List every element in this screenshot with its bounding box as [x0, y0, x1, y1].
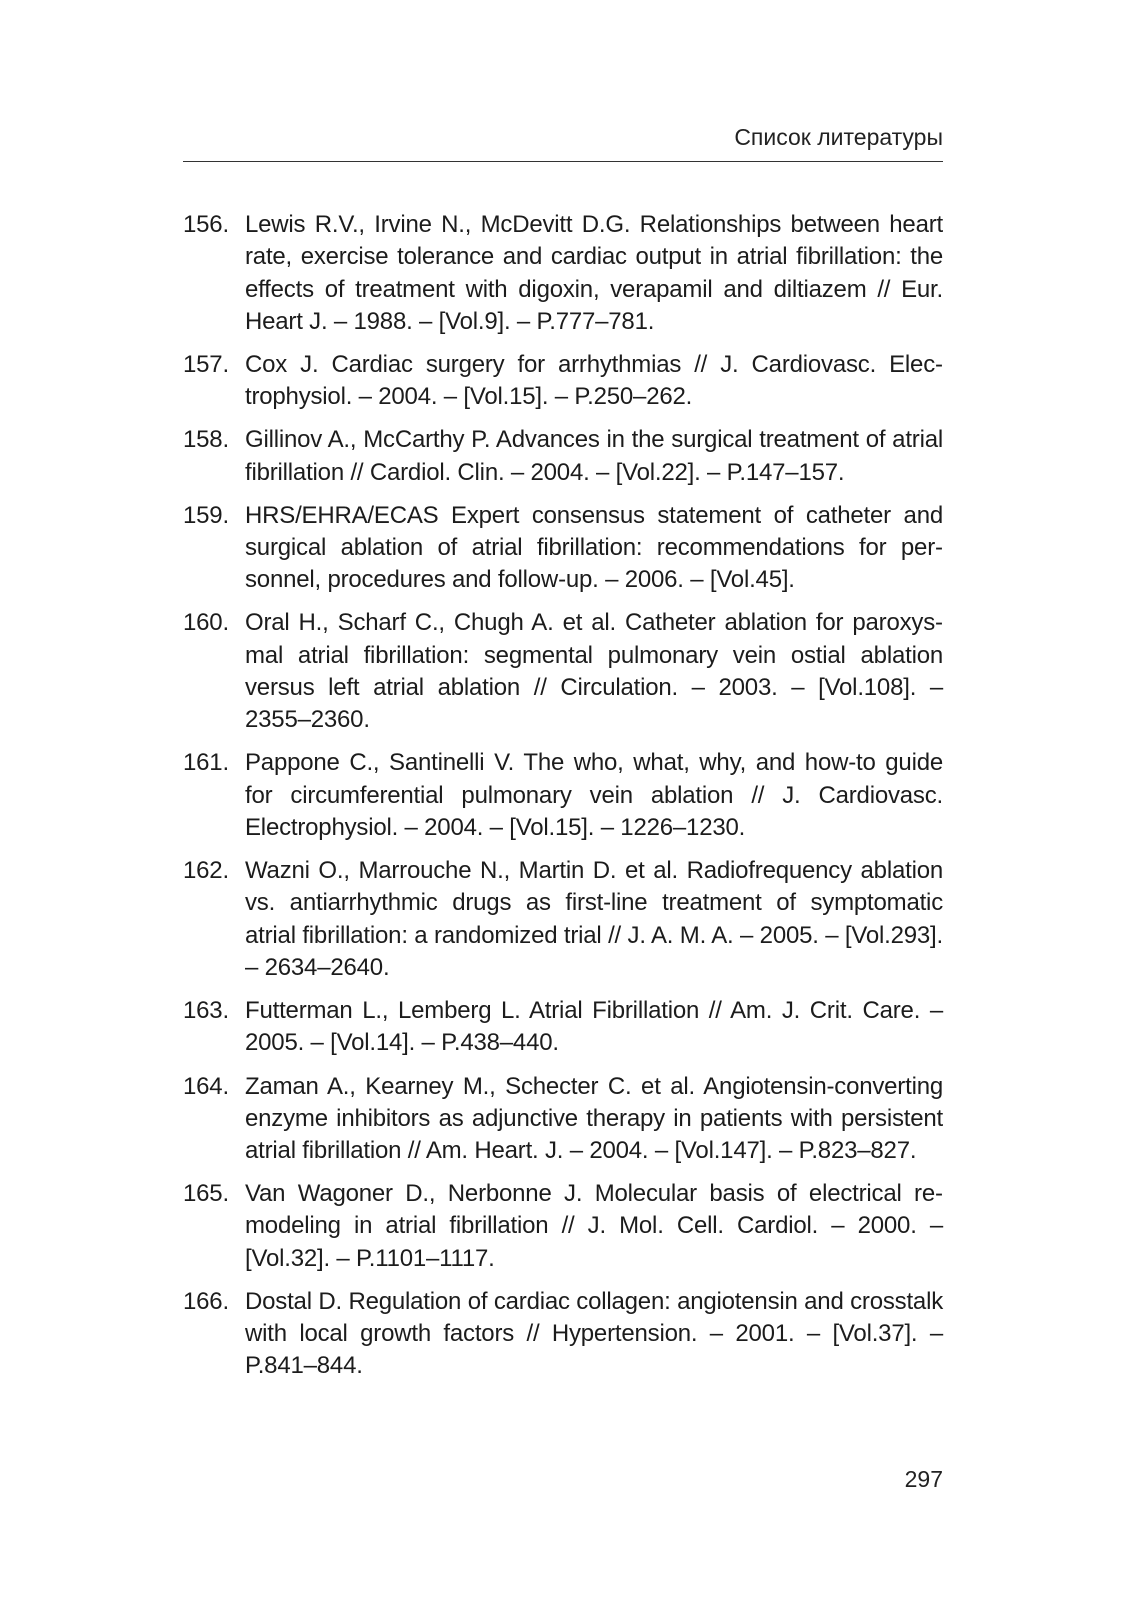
reference-number: 162.: [183, 857, 229, 885]
reference-number: 156.: [183, 211, 229, 238]
reference-text: Wazni O., Marrouche N., Martin D. et al. Radiofrequency ablation vs. antiarrhythmic drugs as first-line treatment of symptomatic atrial fibrillation: a randomized trial // J. A. M. A. – 2005. – [Vol.293]. – 2634–2640.: [245, 857, 943, 982]
reference-text: Lewis R.V., Irvine N., McDevitt D.G. Relationships between heart rate, exercise tolerance and cardiac output in atrial fibrillation: the effects of treatment with digoxin, verapamil and diltiazem // Eur. Heart J. – 1988. – [Vol.9]. – P.777–781.: [245, 211, 943, 335]
reference-number: 164.: [183, 1072, 229, 1100]
reference-item: [183, 607, 943, 736]
reference-item: [183, 500, 943, 597]
page-number: 297: [904, 1466, 943, 1492]
reference-text: Cox J. Cardiac surgery for arrhythmias // J. Cardiovasc. Electrophysiol. – 2004. – [Vol.15]. – P.250–262.: [245, 350, 943, 411]
reference-list: [183, 209, 943, 1394]
reference-item: [183, 1286, 943, 1383]
reference-text: Oral H., Scharf C., Chugh A. et al. Catheter ablation for paroxysmal atrial fibrillation: segmental pulmonary vein ostial ablation versus left atrial ablation // Circulation. – 2003. – [Vol.108]. – 2355–2360.: [245, 609, 943, 734]
reference-number: 161.: [183, 749, 229, 777]
reference-text: HRS/EHRA/ECAS Expert consensus statement of catheter and surgical ablation of atrial fibrillation: recommendations for personnel, procedures and follow-up. – 2006. – [Vol.45].: [245, 501, 943, 594]
reference-item: [183, 855, 943, 984]
reference-number: 166.: [183, 1287, 229, 1315]
reference-text: Pappone C., Santinelli V. The who, what, why, and how-to guide for circumferential pulmonary vein ablation // J. Cardiovasc. Electrophysiol. – 2004. – [Vol.15]. – 1226–1230.: [245, 749, 943, 842]
reference-number: 157.: [183, 350, 229, 378]
reference-item: [183, 1071, 943, 1168]
reference-item: [183, 747, 943, 844]
reference-item: [183, 424, 943, 489]
reference-number: 159.: [183, 501, 229, 529]
reference-text: Zaman A., Kearney M., Schecter C. et al. Angiotensin-converting enzyme inhibitors as adjunctive therapy in patients with persistent atrial fibrillation // Am. Heart. J. – 2004. – [Vol.147]. – P.823–827.: [245, 1072, 943, 1165]
reference-item: [183, 995, 943, 1060]
reference-text: Gillinov A., McCarthy P. Advances in the surgical treatment of atrial fibrillation // Cardiol. Clin. – 2004. – [Vol.22]. – P.147–157.: [245, 426, 943, 486]
running-head-title: Список литературы: [734, 124, 943, 150]
reference-text: Dostal D. Regulation of cardiac collagen: angiotensin and crosstalk with local growth factors // Hypertension. – 2001. – [Vol.37]. – P.841–844.: [245, 1287, 943, 1380]
reference-item: [183, 349, 943, 414]
reference-number: 160.: [183, 609, 229, 637]
reference-item: [183, 209, 943, 338]
reference-item: [183, 1178, 943, 1275]
reference-number: 165.: [183, 1180, 229, 1208]
reference-text: Van Wagoner D., Nerbonne J. Molecular basis of electrical remodeling in atrial fibrillation // J. Mol. Cell. Cardiol. – 2000. – [Vol.32]. – P.1101–1117.: [245, 1180, 943, 1272]
reference-number: 158.: [183, 426, 229, 454]
reference-number: 163.: [183, 997, 229, 1025]
header-divider: [183, 161, 943, 162]
reference-text: Futterman L., Lemberg L. Atrial Fibrillation // Am. J. Crit. Care. – 2005. – [Vol.14]. – P.438–440.: [245, 997, 943, 1057]
